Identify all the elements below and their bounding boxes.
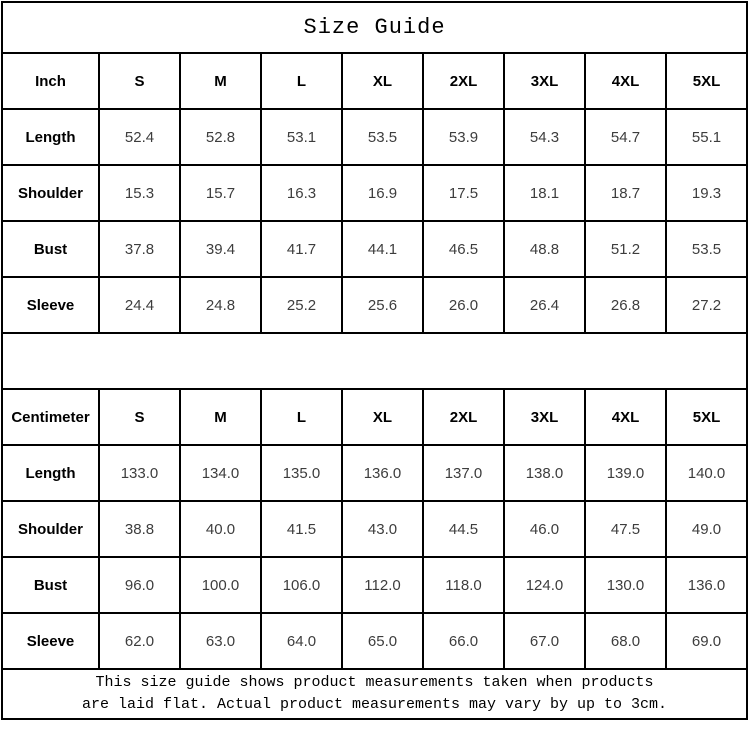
inch-header-row (2, 53, 747, 109)
size-header-cell: 3XL (504, 53, 585, 109)
spacer-cell (2, 333, 747, 389)
size-header-cell: 4XL (585, 389, 666, 445)
table-row (2, 445, 747, 501)
measurement-label-cell: Sleeve (2, 277, 99, 333)
measurement-value-cell: 135.0 (261, 445, 342, 501)
measurement-value-cell: 41.7 (261, 221, 342, 277)
measurement-value-cell: 67.0 (504, 613, 585, 669)
measurement-value-cell: 47.5 (585, 501, 666, 557)
measurement-value-cell: 25.6 (342, 277, 423, 333)
measurement-value-cell: 106.0 (261, 557, 342, 613)
table-row (2, 501, 747, 557)
measurement-value-cell: 96.0 (99, 557, 180, 613)
centimeter-header-row (2, 389, 747, 445)
measurement-value-cell: 53.5 (342, 109, 423, 165)
measurement-value-cell: 46.5 (423, 221, 504, 277)
measurement-value-cell: 137.0 (423, 445, 504, 501)
measurement-value-cell: 17.5 (423, 165, 504, 221)
measurement-value-cell: 40.0 (180, 501, 261, 557)
measurement-label-cell: Bust (2, 221, 99, 277)
size-header-cell: XL (342, 53, 423, 109)
measurement-value-cell: 53.5 (666, 221, 747, 277)
measurement-value-cell: 27.2 (666, 277, 747, 333)
measurement-value-cell: 44.1 (342, 221, 423, 277)
measurement-value-cell: 136.0 (666, 557, 747, 613)
measurement-value-cell: 54.7 (585, 109, 666, 165)
table-row (2, 109, 747, 165)
size-header-cell: 3XL (504, 389, 585, 445)
measurement-value-cell: 26.4 (504, 277, 585, 333)
measurement-value-cell: 63.0 (180, 613, 261, 669)
measurement-value-cell: 139.0 (585, 445, 666, 501)
footer-note-line1: This size guide shows product measurements taken when products (95, 674, 654, 691)
size-header-cell: XL (342, 389, 423, 445)
size-header-cell: 2XL (423, 53, 504, 109)
measurement-value-cell: 140.0 (666, 445, 747, 501)
spacer-row (2, 333, 747, 389)
measurement-value-cell: 41.5 (261, 501, 342, 557)
footer-note (2, 669, 747, 719)
size-header-cell: L (261, 53, 342, 109)
footer-row (2, 669, 747, 719)
measurement-label-cell: Sleeve (2, 613, 99, 669)
measurement-value-cell: 48.8 (504, 221, 585, 277)
size-header-cell: 4XL (585, 53, 666, 109)
measurement-value-cell: 46.0 (504, 501, 585, 557)
measurement-value-cell: 54.3 (504, 109, 585, 165)
size-header-cell: 2XL (423, 389, 504, 445)
measurement-value-cell: 62.0 (99, 613, 180, 669)
measurement-value-cell: 53.9 (423, 109, 504, 165)
measurement-value-cell: 15.3 (99, 165, 180, 221)
measurement-value-cell: 18.1 (504, 165, 585, 221)
table-row (2, 221, 747, 277)
measurement-value-cell: 53.1 (261, 109, 342, 165)
footer-note-line2: are laid flat. Actual product measurements may vary by up to 3cm. (81, 696, 668, 713)
measurement-value-cell: 39.4 (180, 221, 261, 277)
measurement-value-cell: 112.0 (342, 557, 423, 613)
size-header-cell: M (180, 53, 261, 109)
measurement-value-cell: 100.0 (180, 557, 261, 613)
table-row (2, 277, 747, 333)
measurement-value-cell: 69.0 (666, 613, 747, 669)
measurement-value-cell: 136.0 (342, 445, 423, 501)
measurement-value-cell: 25.2 (261, 277, 342, 333)
measurement-label-cell: Length (2, 445, 99, 501)
size-header-cell: M (180, 389, 261, 445)
measurement-value-cell: 65.0 (342, 613, 423, 669)
measurement-value-cell: 16.9 (342, 165, 423, 221)
measurement-label-cell: Shoulder (2, 501, 99, 557)
measurement-value-cell: 133.0 (99, 445, 180, 501)
measurement-value-cell: 66.0 (423, 613, 504, 669)
measurement-value-cell: 124.0 (504, 557, 585, 613)
measurement-value-cell: 130.0 (585, 557, 666, 613)
measurement-value-cell: 49.0 (666, 501, 747, 557)
measurement-value-cell: 37.8 (99, 221, 180, 277)
table-row (2, 613, 747, 669)
size-header-cell: S (99, 389, 180, 445)
measurement-value-cell: 26.0 (423, 277, 504, 333)
measurement-value-cell: 68.0 (585, 613, 666, 669)
table-row (2, 165, 747, 221)
unit-header-cell: Inch (2, 53, 99, 109)
size-header-cell: S (99, 53, 180, 109)
measurement-value-cell: 18.7 (585, 165, 666, 221)
size-header-cell: 5XL (666, 389, 747, 445)
measurement-value-cell: 52.4 (99, 109, 180, 165)
measurement-value-cell: 16.3 (261, 165, 342, 221)
measurement-label-cell: Length (2, 109, 99, 165)
measurement-value-cell: 118.0 (423, 557, 504, 613)
title-row (2, 2, 747, 53)
measurement-value-cell: 24.4 (99, 277, 180, 333)
measurement-value-cell: 26.8 (585, 277, 666, 333)
unit-header-cell: Centimeter (2, 389, 99, 445)
measurement-value-cell: 44.5 (423, 501, 504, 557)
measurement-value-cell: 51.2 (585, 221, 666, 277)
measurement-value-cell: 38.8 (99, 501, 180, 557)
measurement-value-cell: 138.0 (504, 445, 585, 501)
measurement-value-cell: 15.7 (180, 165, 261, 221)
measurement-value-cell: 19.3 (666, 165, 747, 221)
measurement-value-cell: 55.1 (666, 109, 747, 165)
measurement-label-cell: Shoulder (2, 165, 99, 221)
size-header-cell: 5XL (666, 53, 747, 109)
measurement-value-cell: 134.0 (180, 445, 261, 501)
measurement-value-cell: 52.8 (180, 109, 261, 165)
measurement-value-cell: 43.0 (342, 501, 423, 557)
size-guide-table (1, 1, 748, 720)
measurement-label-cell: Bust (2, 557, 99, 613)
measurement-value-cell: 24.8 (180, 277, 261, 333)
page-title: Size Guide (2, 2, 747, 53)
table-row (2, 557, 747, 613)
size-header-cell: L (261, 389, 342, 445)
measurement-value-cell: 64.0 (261, 613, 342, 669)
